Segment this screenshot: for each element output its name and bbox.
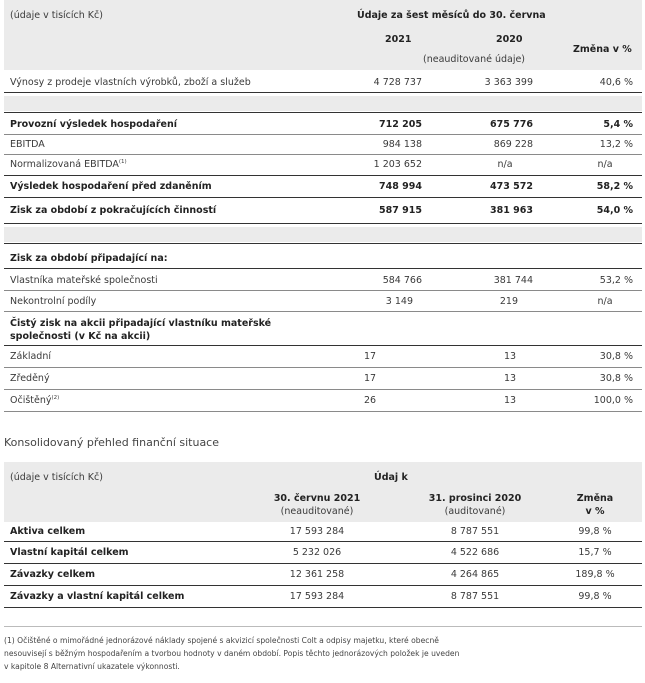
row-change: 58,2 % [596,181,633,192]
row-value-2020: 675 776 [490,119,533,130]
row-label: Zisk za období z pokračujících činností [10,205,217,216]
row-divider [4,134,642,135]
row-label: Vlastní kapitál celkem [10,547,129,558]
table1-change-header: Změna v % [573,44,632,55]
row-divider [4,197,642,198]
row-divider [4,367,642,368]
row-divider [4,345,642,346]
row-value-2021: 584 766 [382,275,422,286]
row-value-a: 5 232 026 [292,547,342,558]
row-label: Výnosy z prodeje vlastních výrobků, zboží a služeb [10,77,251,88]
row-value-2020: 381 963 [490,205,533,216]
row-label: Vlastníka mateřské společnosti [10,275,158,286]
row-value-2021: 4 728 737 [373,77,422,88]
row-change: 53,2 % [599,275,633,286]
row-value-b: 8 787 551 [450,526,500,537]
row-label: EBITDA [10,139,45,150]
table1-audit-note: (neauditované údaje) [423,54,526,65]
row-value-b: 4 264 865 [450,569,500,580]
row-change: 189,8 % [575,569,615,580]
row-divider [4,92,642,93]
table1-spacer-band [4,96,642,111]
table2-header: Údaj k [374,472,408,483]
row-change: n/a [597,159,613,170]
row-divider [4,563,642,564]
row-value-2020: n/a [497,159,513,170]
row-value-a: 17 593 284 [289,591,345,602]
row-value-2021: 748 994 [379,181,422,192]
row-value-b: 8 787 551 [450,591,500,602]
row-value-2021: 17 [363,351,377,362]
row-change: 100,0 % [593,395,633,406]
row-value-2021: 1 203 652 [373,159,422,170]
row-label: Závazky a vlastní kapitál celkem [10,591,185,602]
table1-unit-label: (údaje v tisících Kč) [10,10,103,21]
row-divider [4,175,642,176]
table1-period-header: Údaje za šest měsíců do 30. června [357,10,546,21]
row-divider [4,268,642,269]
row-change: 99,8 % [578,591,612,602]
row-value-2020: 13 [503,351,517,362]
footnote-line: nesouvisejí s běžným hospodařením a tvorbou hodnoty v daném období. Popis těchto jednorázových položek je uveden [4,649,460,658]
row-value-2020: 381 744 [493,275,533,286]
row-value-a: 12 361 258 [289,569,345,580]
row-change: 30,8 % [599,351,633,362]
row-label: Nekontrolní podíly [10,296,97,307]
table1-year-2020: 2020 [496,34,523,45]
row-change: 13,2 % [599,139,633,150]
row-value-2021: 984 138 [382,139,422,150]
row-change: 5,4 % [603,119,633,130]
footnote-line: (1) Očištěné o mimořádné jednorázové náklady spojené s akvizicí společnosti Colt a odpisy majetku, které obecně [4,636,439,645]
row-change: 15,7 % [578,547,612,558]
table2-change-header: Změna [576,493,614,504]
row-value-a: 17 593 284 [289,526,345,537]
row-divider [4,154,642,155]
row-label: Normalizovaná EBITDA$^{(1)}$ [10,159,127,171]
table2-change-unit: v % [585,506,605,517]
table2-unit-label: (údaje v tisících Kč) [10,472,103,483]
row-value-2020: 869 228 [493,139,533,150]
row-divider [4,223,642,224]
table1-year-2021: 2021 [385,34,412,45]
row-divider [4,243,642,244]
row-label: Výsledek hospodaření před zdaněním [10,181,212,192]
footnote-line: v kapitole 8 Alternativní ukazatele výkonnosti. [4,662,180,671]
row-value-b: 4 522 686 [450,547,500,558]
row-value-2021: 17 [363,373,377,384]
row-label: Provozní výsledek hospodaření [10,119,177,130]
row-change: 99,8 % [578,526,612,537]
row-divider [4,585,642,586]
row-label-continued: společnosti (v Kč na akcii) [10,331,151,342]
row-divider [4,607,642,608]
table2-col-note-a: (neauditované) [280,506,354,517]
table1-spacer-band [4,227,642,242]
row-divider [4,290,642,291]
row-label: Závazky celkem [10,569,95,580]
table2-col-note-b: (auditované) [444,506,506,517]
row-value-2020: 219 [499,296,518,307]
row-divider [4,541,642,542]
row-value-2021: 3 149 [385,296,413,307]
row-value-2020: 473 572 [490,181,533,192]
row-label: Aktiva celkem [10,526,86,537]
row-change: 54,0 % [596,205,633,216]
row-change: 30,8 % [599,373,633,384]
row-divider [4,389,642,390]
row-divider [4,112,642,113]
row-value-2020: 3 363 399 [484,77,533,88]
table2-col-date-a: 30. červnu 2021 [273,493,361,504]
row-label: Základní [10,351,51,362]
footnote [4,634,459,673]
row-value-2020: 13 [503,373,517,384]
row-value-2021: 587 915 [379,205,422,216]
section-title: Konsolidovaný přehled finanční situace [4,436,219,449]
row-change: n/a [597,296,613,307]
row-label: Zředěný [10,373,50,384]
row-divider [4,311,642,312]
row-value-2020: 13 [503,395,517,406]
row-value-2021: 26 [363,395,377,406]
row-value-2021: 712 205 [379,119,422,130]
footnote-divider [4,626,642,627]
row-change: 40,6 % [599,77,633,88]
row-label: Čistý zisk na akcii připadající vlastníku mateřské [10,318,272,329]
row-label: Zisk za období připadající na: [10,253,168,264]
row-divider [4,411,642,412]
table2-col-date-b: 31. prosinci 2020 [428,493,522,504]
row-label: Očištěný$^{(2)}$ [10,395,60,407]
